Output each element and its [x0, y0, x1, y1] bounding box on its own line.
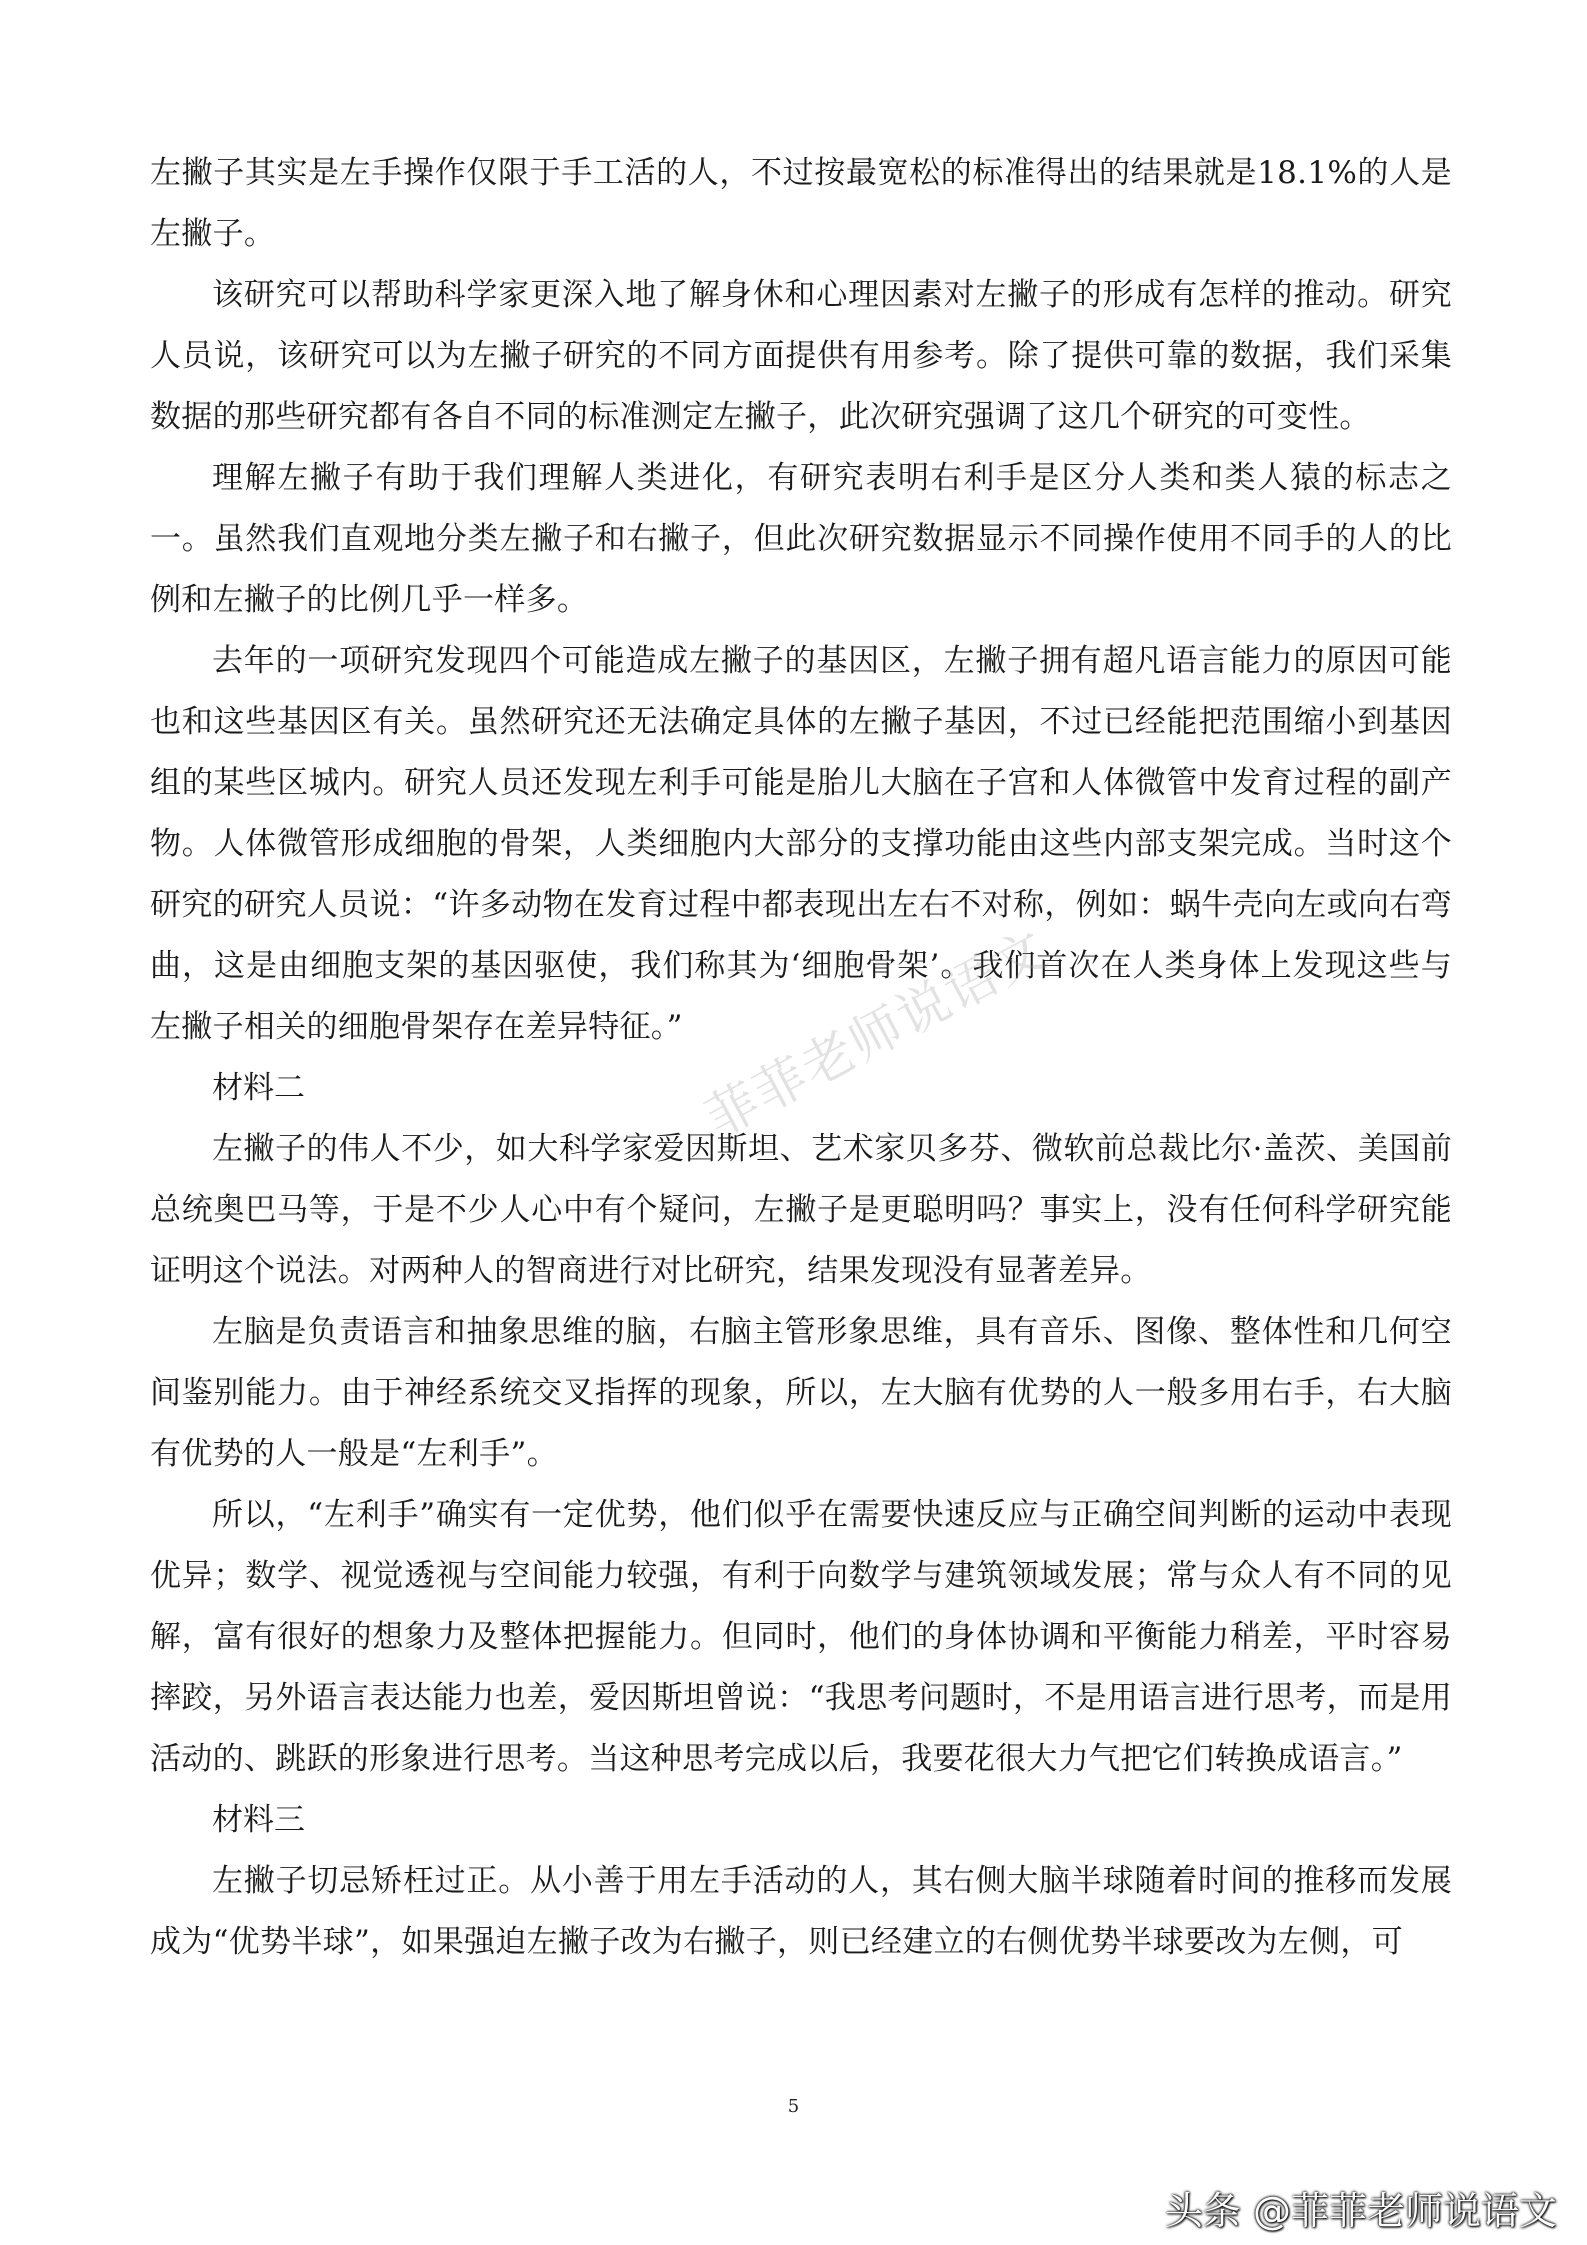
section-heading-material-3: 材料三	[212, 1802, 305, 1838]
page-number: 5	[787, 2096, 800, 2117]
source-watermark: 头条 @菲菲老师说语文	[1164, 2189, 1557, 2233]
paragraph-6: 左脑是负责语言和抽象思维的脑，右脑主管形象思维，具有音乐、图像、整体性和几何空间鉴别能力。由于神经系统交叉指挥的现象，所以，左大脑有优势的人一般多用右手，右大脑有优势的人一般是“左利手”。	[150, 1314, 1452, 1472]
document-body	[150, 143, 1452, 1973]
paragraph-4: 去年的一项研究发现四个可能造成左撇子的基因区，左撇子拥有超凡语言能力的原因可能也和这些基因区有关。虽然研究还无法确定具体的左撇子基因，不过已经能把范围缩小到基因组的某些区城内。研究人员还发现左利手可能是胎儿大脑在子宫和人体微管中发育过程的副产物。人体微管形成细胞的骨架，人类细胞内大部分的支撑功能由这些内部支架完成。当时这个研究的研究人员说：“许多动物在发育过程中都表现出左右不对称，例如：蜗牛壳向左或向右弯曲，这是由细胞支架的基因驱使，我们称其为‘细胞骨架’。我们首次在人类身体上发现这些与左撇子相关的细胞骨架存在差异特征。”	[150, 643, 1452, 1045]
paragraph-8: 左撇子切忌矫枉过正。从小善于用左手活动的人，其右侧大脑半球随着时间的推移而发展成为“优势半球”，如果强迫左撇子改为右撇子，则已经建立的右侧优势半球要改为左侧，可	[150, 1863, 1452, 1960]
paragraph-5: 左撇子的伟人不少，如大科学家爱因斯坦、艺术家贝多芬、微软前总裁比尔·盖茨、美国前总统奥巴马等，于是不少人心中有个疑问，左撇子是更聪明吗？事实上，没有任何科学研究能证明这个说法。对两种人的智商进行对比研究，结果发现没有显著差异。	[150, 1131, 1452, 1289]
paragraph-1: 左撇子其实是左手操作仅限于手工活的人，不过按最宽松的标准得出的结果就是18.1%的人是左撇子。	[150, 155, 1452, 252]
paragraph-2: 该研究可以帮助科学家更深入地了解身休和心理因素对左撇子的形成有怎样的推动。研究人员说，该研究可以为左撇子研究的不同方面提供有用参考。除了提供可靠的数据，我们采集数据的那些研究都有各自不同的标准测定左撇子，此次研究强调了这几个研究的可变性。	[150, 277, 1452, 435]
section-heading-material-2: 材料二	[212, 1070, 305, 1106]
watermark: 菲菲老师说语文	[696, 919, 1059, 1150]
paragraph-7: 所以，“左利手”确实有一定优势，他们似乎在需要快速反应与正确空间判断的运动中表现优异；数学、视觉透视与空间能力较强，有利于向数学与建筑领域发展；常与众人有不同的见解，富有很好的想象力及整体把握能力。但同时，他们的身体协调和平衡能力稍差，平时容易摔跤，另外语言表达能力也差，爱因斯坦曾说：“我思考问题时，不是用语言进行思考，而是用活动的、跳跃的形象进行思考。当这种思考完成以后，我要花很大力气把它们转换成语言。”	[150, 1497, 1452, 1777]
paragraph-3: 理解左撇子有助于我们理解人类进化，有研究表明右利手是区分人类和类人猿的标志之一。虽然我们直观地分类左撇子和右撇子，但此次研究数据显示不同操作使用不同手的人的比例和左撇子的比例几乎一样多。	[150, 460, 1452, 618]
